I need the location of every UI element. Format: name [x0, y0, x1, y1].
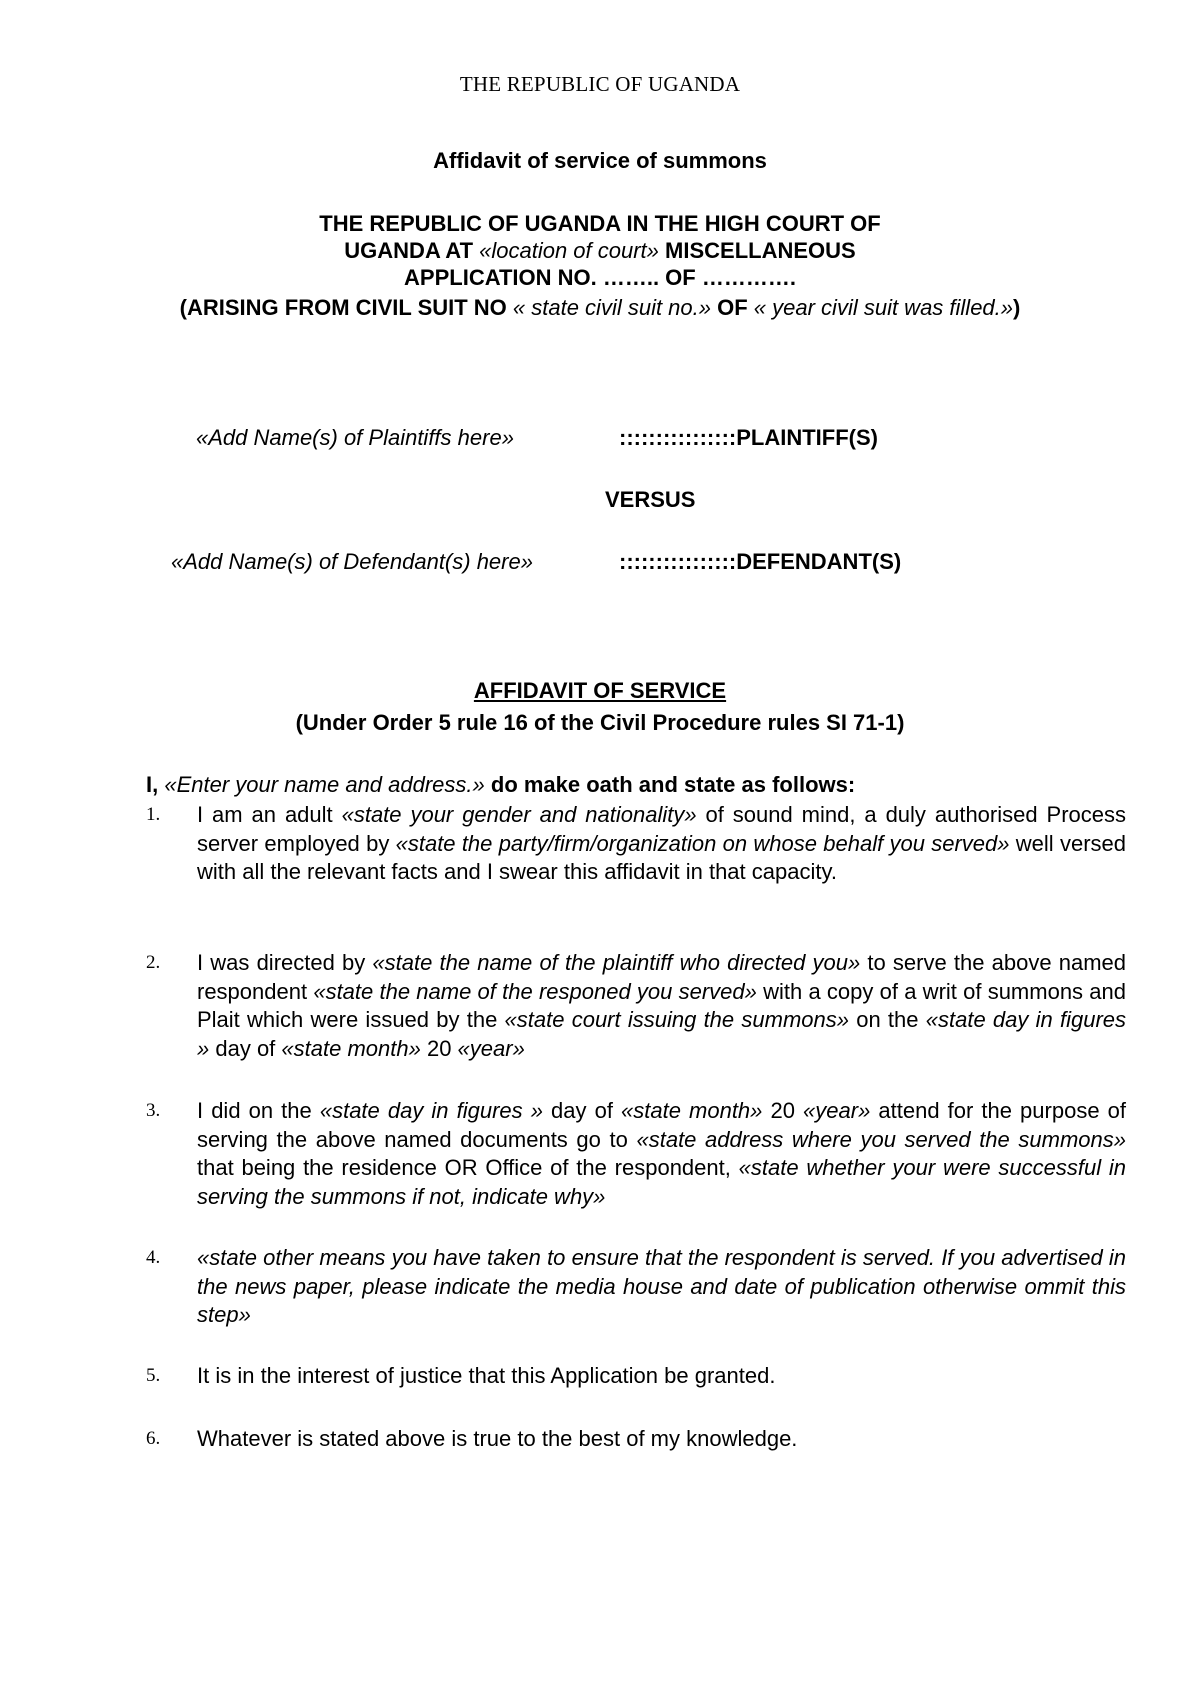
item-number: 4. — [146, 1247, 161, 1268]
civil-suit-placeholder: « state civil suit no.» — [512, 295, 712, 320]
plaintiff-role-label: ::::::::::::::::PLAINTIFF(S) — [619, 425, 878, 450]
defendant-role-label: ::::::::::::::::DEFENDANT(S) — [619, 549, 902, 574]
item-number: 3. — [146, 1100, 161, 1121]
item-text: It is in the interest of justice that this Application be granted. — [197, 1363, 776, 1388]
item-number: 1. — [146, 804, 161, 825]
list-item — [146, 801, 1126, 887]
list-item — [146, 1244, 1126, 1330]
form-title: Affidavit of service of summons — [433, 148, 767, 173]
item-number: 2. — [146, 952, 161, 973]
court-caption-line-2: UGANDA AT «location of court» MISCELLANEOUS — [344, 238, 856, 263]
court-caption-line-1: THE REPUBLIC OF UGANDA IN THE HIGH COURT OF — [319, 211, 881, 236]
location-placeholder: «location of court» — [479, 238, 659, 263]
item-text: I am an adult «state your gender and nationality» of sound mind, a duly authorised Process server employed by «state the party/firm/organization on whose behalf you served» well versed with all the relevant facts and I swear this affidavit in that capacity. — [197, 802, 1126, 885]
name-address-placeholder: «Enter your name and address.» — [164, 772, 485, 797]
oath-intro: I, «Enter your name and address.» do make oath and state as follows: — [146, 772, 856, 797]
year-filed-placeholder: « year civil suit was filled.» — [753, 295, 1014, 320]
versus-label: VERSUS — [605, 487, 696, 512]
item-text: I was directed by «state the name of the plaintiff who directed you» to serve the above named respondent «state the name of the responed you served» with a copy of a writ of summons and Plait which were issued by the «state court issuing the summons» on the «state day in figures » day of «state month» 20 «year» — [197, 950, 1127, 1062]
list-item — [146, 1362, 1126, 1391]
item-number: 6. — [146, 1428, 161, 1449]
list-item — [146, 1097, 1126, 1212]
application-number-line: APPLICATION NO. …….. OF …………. — [404, 265, 796, 290]
item-text: «state other means you have taken to ensure that the respondent is served. If you advertised in the news paper, please indicate the media house and date of publication otherwise ommit this step» — [197, 1245, 1126, 1328]
defendant-name-placeholder: «Add Name(s) of Defendant(s) here» — [171, 549, 533, 574]
civil-suit-line: (ARISING FROM CIVIL SUIT NO « state civil suit no.» OF « year civil suit was filled.») — [179, 295, 1021, 320]
item-text: Whatever is stated above is true to the best of my knowledge. — [197, 1426, 798, 1451]
list-item — [146, 949, 1126, 1064]
affidavit-title: AFFIDAVIT OF SERVICE — [473, 678, 727, 703]
item-text: I did on the «state day in figures » day of «state month» 20 «year» attend for the purpose of serving the above named documents go to «state address where you served the summons» that being the residence OR Office of the respondent, «state whether your were successful in serving the summons if not, indicate why» — [197, 1098, 1127, 1210]
plaintiff-name-placeholder: «Add Name(s) of Plaintiffs here» — [196, 425, 514, 450]
list-item — [146, 1425, 1126, 1454]
republic-heading: THE REPUBLIC OF UGANDA — [459, 72, 741, 96]
affidavit-subtitle: (Under Order 5 rule 16 of the Civil Procedure rules SI 71-1) — [295, 710, 905, 735]
item-number: 5. — [146, 1365, 161, 1386]
